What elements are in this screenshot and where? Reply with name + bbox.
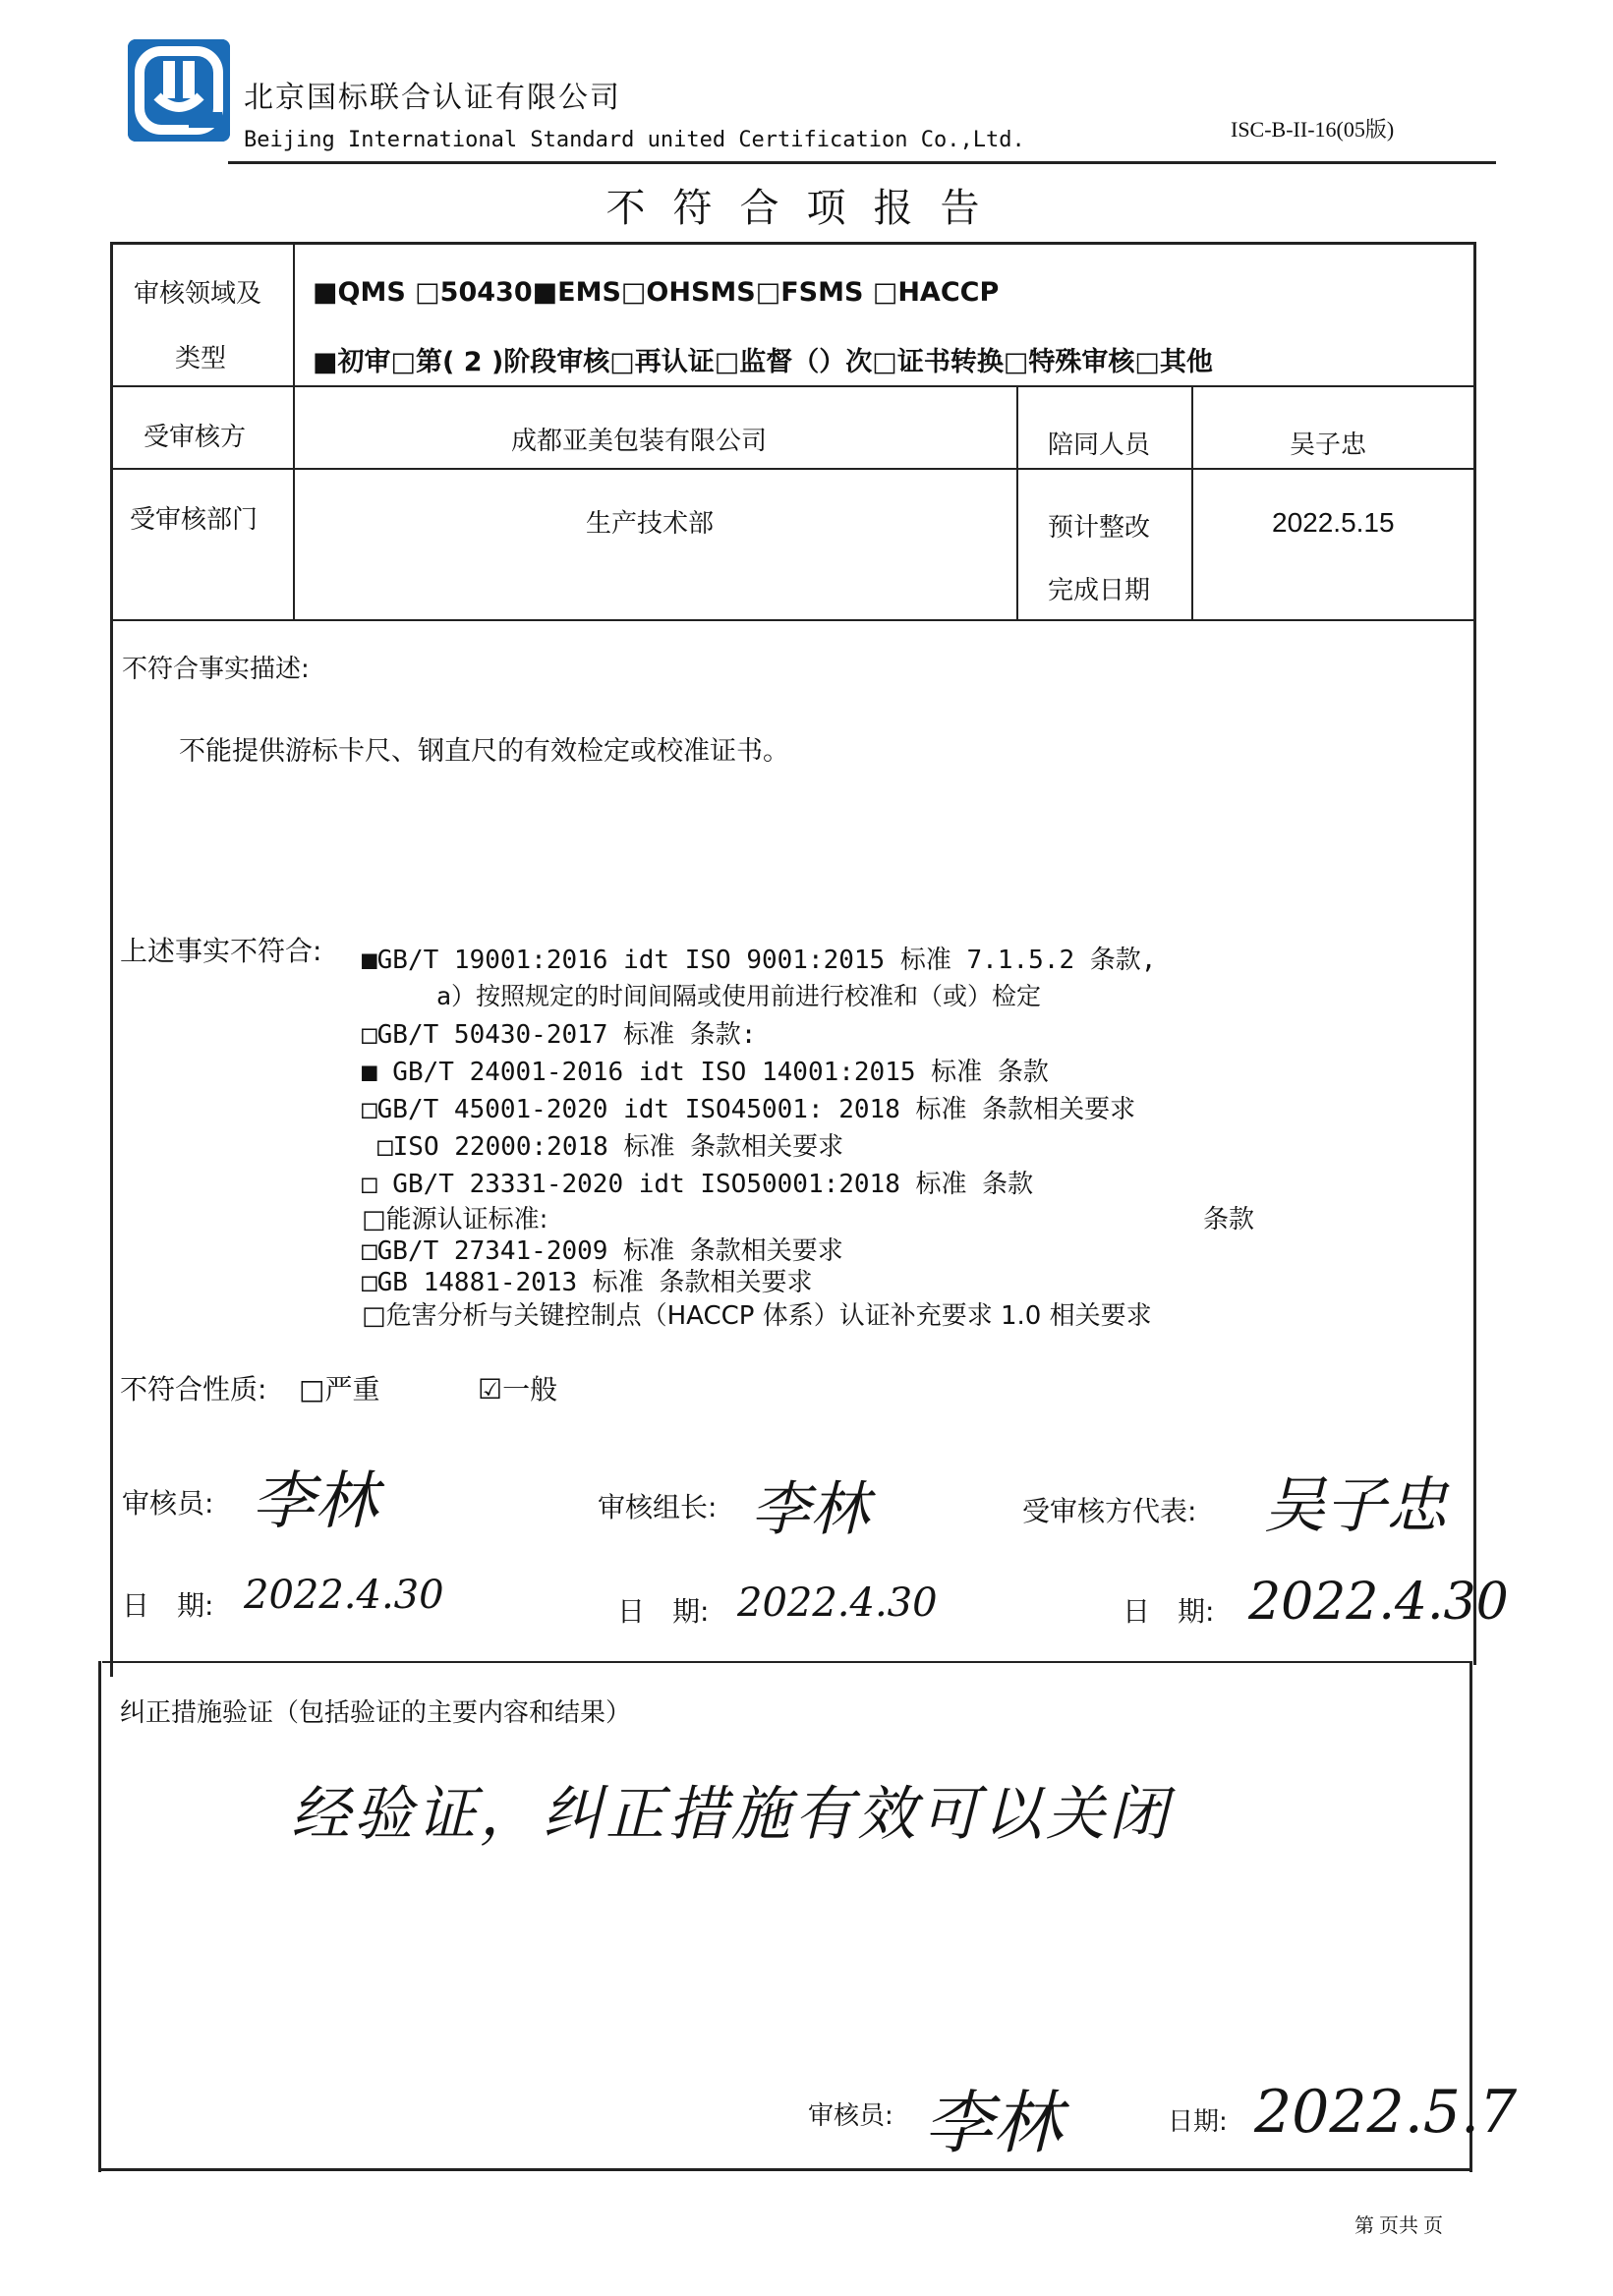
standard-line: □GB/T 27341-2009 标准 条款相关要求 (362, 1236, 843, 1266)
standard-line: ■ GB/T 24001-2016 idt ISO 14001:2015 标准 条款 (362, 1058, 1049, 1087)
due-label-2: 完成日期 (1048, 576, 1151, 605)
escort-value: 吴子忠 (1290, 430, 1367, 460)
leader-signature: 李林 (751, 1475, 869, 1544)
standards-label: 上述事实不符合: (120, 935, 322, 967)
date-label: 日 期: (617, 1595, 710, 1628)
form-code: ISC-B-II-16(05版) (1231, 117, 1395, 142)
verification-date-label: 日期: (1168, 2107, 1228, 2137)
energy-clause-label: 条款 (1203, 1205, 1255, 1234)
logo-mark-icon (128, 39, 230, 142)
standard-line: □GB 14881-2013 标准 条款相关要求 (362, 1268, 813, 1297)
page-number: 第 页共 页 (1354, 2215, 1443, 2237)
company-name-en: Beijing International Standard united Certification Co.,Ltd. (244, 128, 1025, 152)
verification-date: 2022.5.7 (1254, 2078, 1518, 2147)
auditor-label: 审核员: (122, 1487, 214, 1520)
verification-label: 纠正措施验证（包括验证的主要内容和结果） (120, 1698, 632, 1728)
leader-label: 审核组长: (598, 1491, 718, 1523)
rep-signature: 吴子忠 (1264, 1469, 1448, 1541)
table-border-left-lower (98, 1661, 101, 2172)
nature-serious-option: □严重 (299, 1373, 380, 1406)
domain-label-2: 类型 (175, 344, 227, 373)
standard-line: □能源认证标准: (362, 1205, 548, 1234)
escort-label: 陪同人员 (1048, 430, 1151, 460)
nc-description-label: 不符合事实描述: (122, 655, 310, 684)
row-divider-1 (110, 385, 1476, 387)
table-border-left-upper (110, 242, 113, 1677)
domain-system-types: ■QMS □50430■EMS□OHSMS□FSMS □HACCP (313, 277, 1000, 308)
company-name-cn: 北京国标联合认证有限公司 (244, 81, 621, 115)
standard-line: □危害分析与关键控制点（HACCP 体系）认证补充要求 1.0 相关要求 (362, 1301, 1152, 1331)
auditee-value: 成都亚美包装有限公司 (511, 427, 768, 456)
rep-date: 2022.4.30 (1248, 1573, 1509, 1632)
standard-line: ■GB/T 19001:2016 idt ISO 9001:2015 标准 7.1.5.2 条款, (362, 946, 1157, 975)
nc-description-text: 不能提供游标卡尺、钢直尺的有效检定或校准证书。 (179, 736, 789, 767)
verification-handwritten-result: 经验证，纠正措施有效可以关闭 (291, 1780, 1172, 1849)
verification-auditor-signature: 李林 (924, 2083, 1062, 2163)
standard-line: □GB/T 45001-2020 idt ISO45001: 2018 标准 条款相关要求 (362, 1095, 1136, 1124)
dept-label: 受审核部门 (130, 505, 259, 535)
nature-general-option: ☑一般 (478, 1373, 558, 1406)
date-label: 日 期: (1123, 1595, 1215, 1628)
company-logo (128, 39, 230, 142)
auditor-signature: 李林 (252, 1465, 377, 1538)
page-title: 不符合项报告 (605, 186, 1008, 231)
standard-line: □GB/T 50430-2017 标准 条款: (362, 1020, 757, 1050)
due-label-1: 预计整改 (1048, 513, 1151, 543)
due-date-value: 2022.5.15 (1272, 507, 1395, 538)
auditee-label: 受审核方 (144, 423, 247, 452)
col-divider-right (1191, 385, 1193, 619)
col-divider-mid (1016, 385, 1018, 619)
header-divider (228, 161, 1496, 164)
standard-line: a）按照规定的时间间隔或使用前进行校准和（或）检定 (436, 982, 1042, 1010)
table-border-bottom (98, 2168, 1472, 2171)
standard-line: □ GB/T 23331-2020 idt ISO50001:2018 标准 条款 (362, 1170, 1034, 1199)
nature-label: 不符合性质: (120, 1373, 267, 1406)
standard-line: □ISO 22000:2018 标准 条款相关要求 (377, 1132, 844, 1162)
table-border-right-upper (1473, 242, 1476, 1665)
domain-label-1: 审核领域及 (134, 279, 262, 309)
auditor-date: 2022.4.30 (244, 1573, 444, 1618)
row-divider-2 (110, 468, 1476, 470)
rep-label: 受审核方代表: (1022, 1495, 1197, 1527)
col-divider-label (293, 242, 295, 619)
dept-value: 生产技术部 (586, 509, 715, 539)
verification-auditor-label: 审核员: (808, 2101, 893, 2131)
date-label: 日 期: (122, 1589, 214, 1622)
domain-audit-types: ■初审□第( 2 )阶段审核□再认证□监督（）次□证书转换□特殊审核□其他 (313, 347, 1213, 377)
row-divider-4 (102, 1661, 1472, 1663)
table-border-top (110, 242, 1476, 245)
row-divider-3 (110, 619, 1476, 621)
leader-date: 2022.4.30 (737, 1580, 938, 1626)
